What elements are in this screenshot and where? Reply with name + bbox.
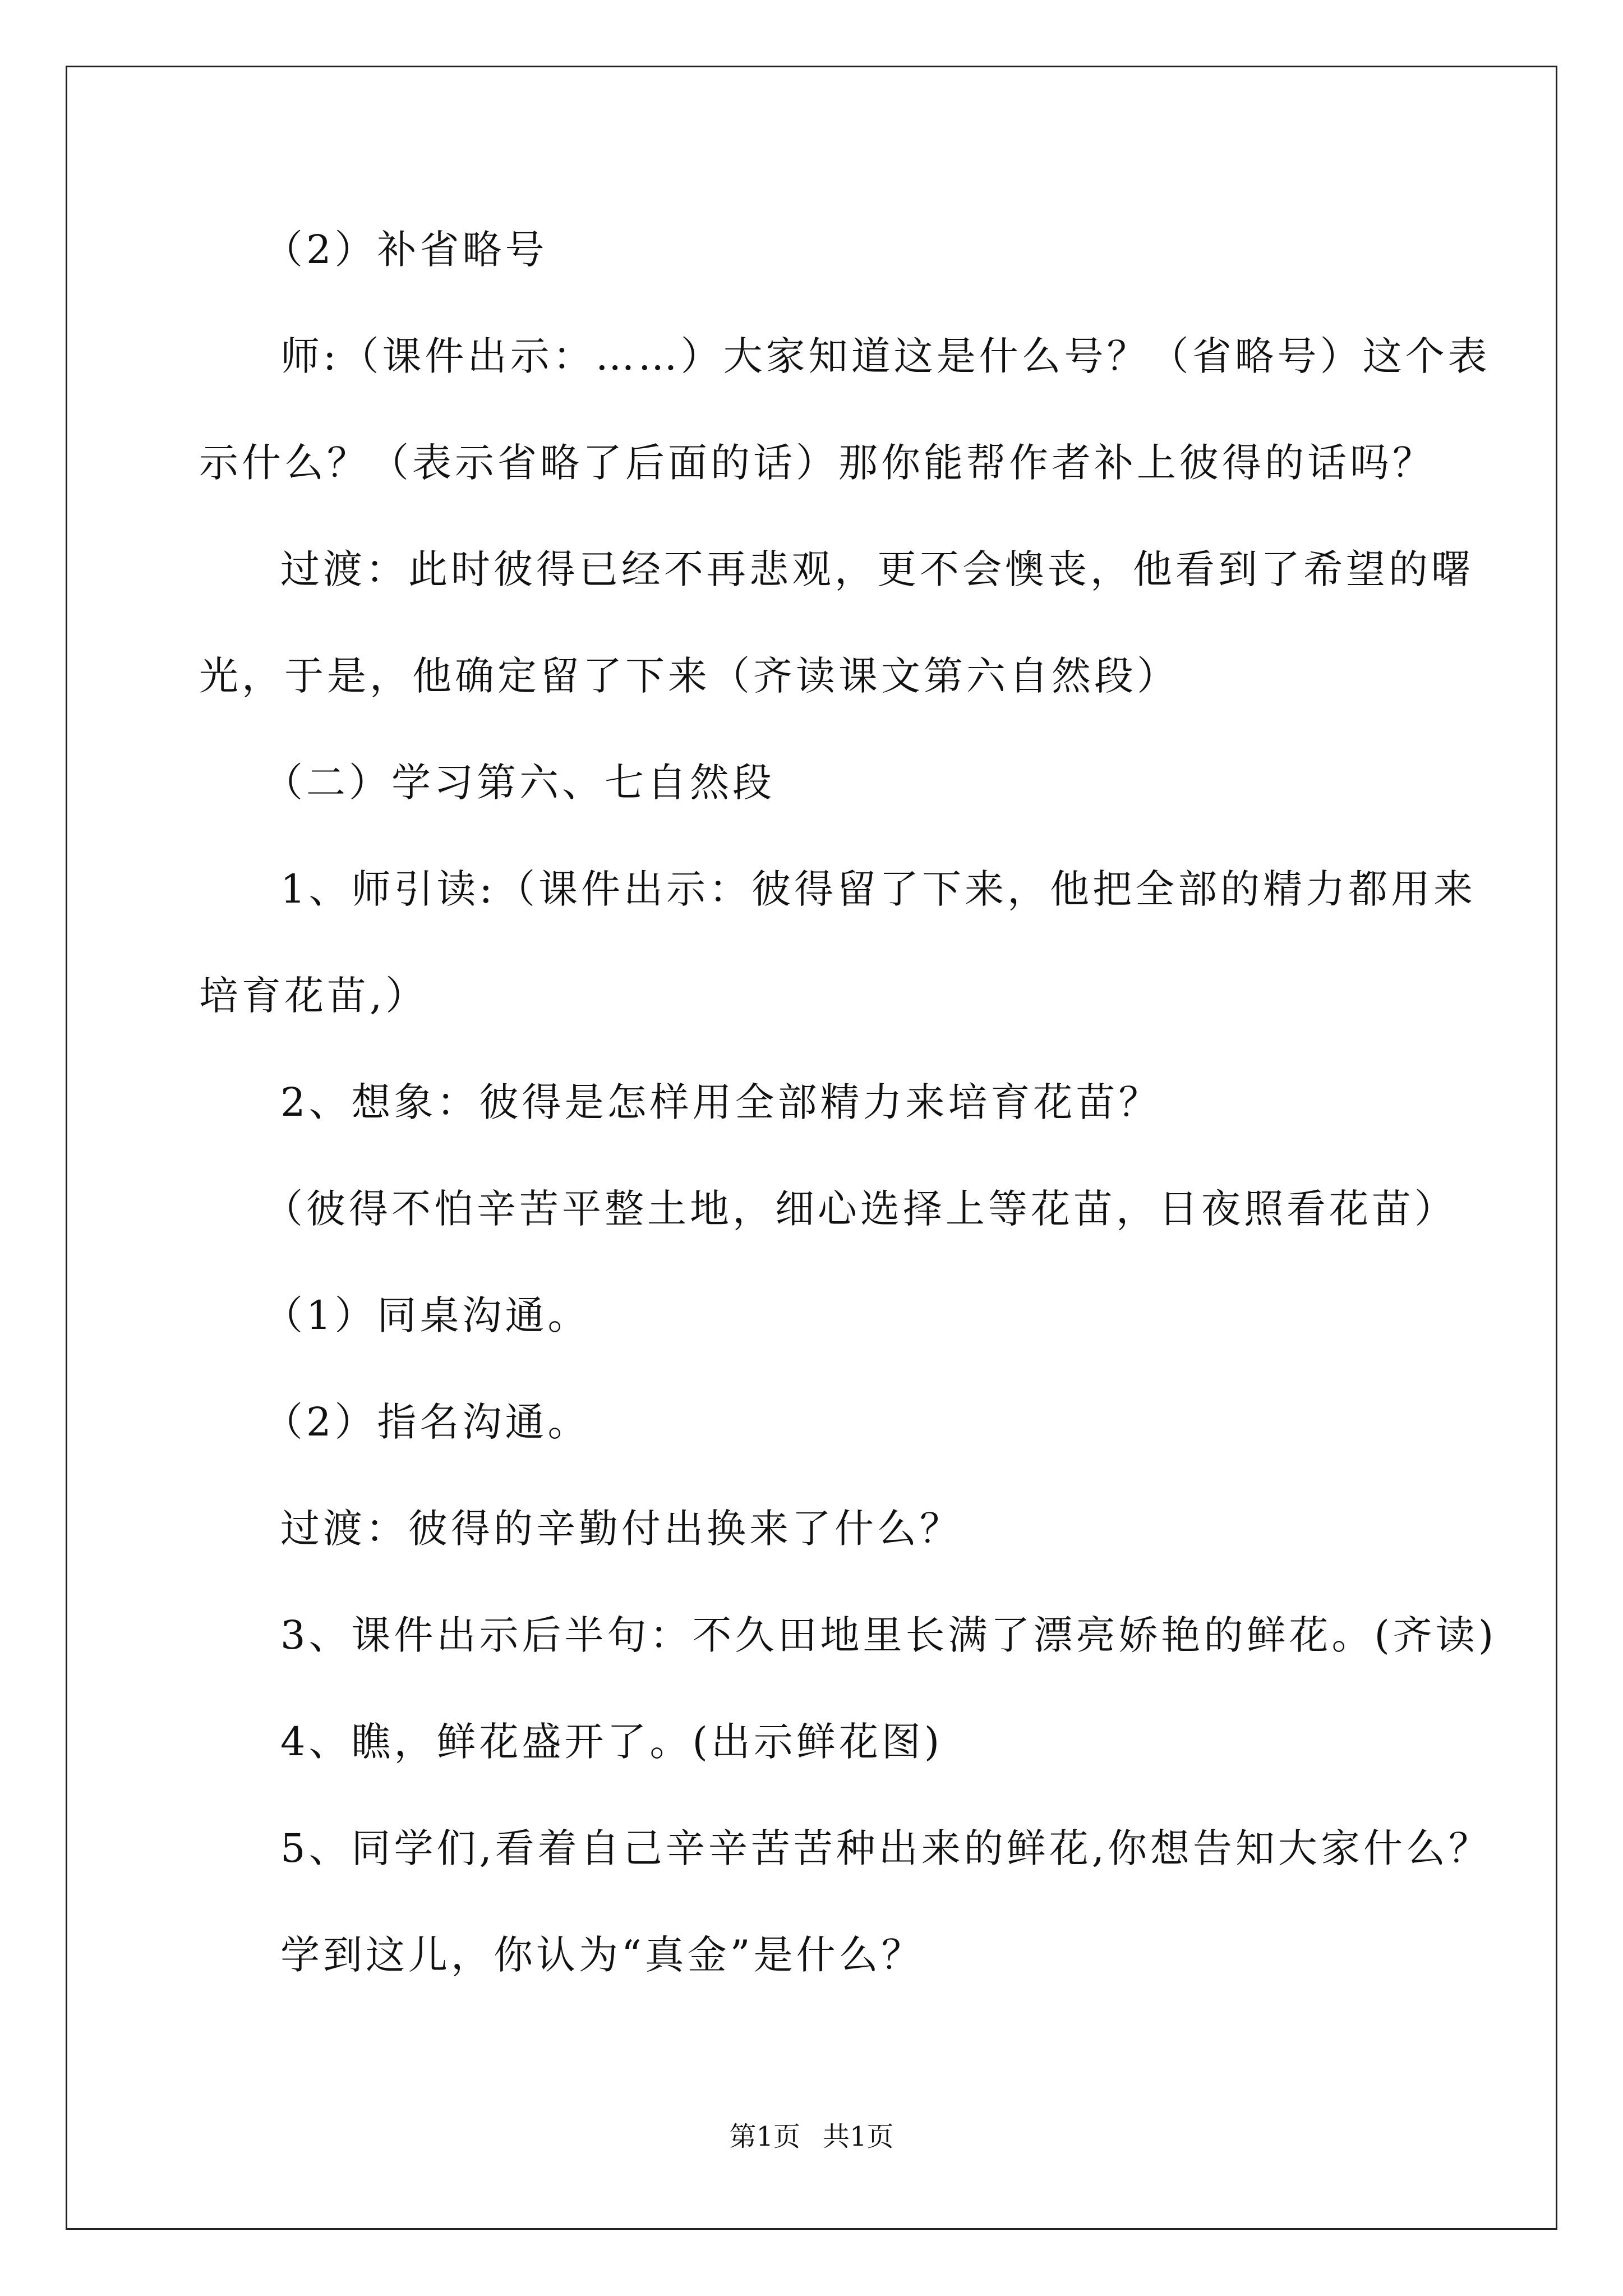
text-line-17: 学到这儿，你认为“真金”是什么？ xyxy=(280,1932,924,1978)
text-line-16: 5、同学们,看着自己辛辛苦苦种出来的鲜花,你想告知大家什么？ xyxy=(280,1825,1492,1871)
page-total: 共1页 xyxy=(823,2121,894,2152)
text-line-9: 2、想象：彼得是怎样用全部精力来培育花苗？ xyxy=(280,1079,1161,1125)
text-line-10: （彼得不怕辛苦平整土地，细心选择上等花苗，日夜照看花苗） xyxy=(264,1186,1457,1232)
text-line-12: （2）指名沟通。 xyxy=(264,1399,591,1445)
page-border xyxy=(66,66,1557,2230)
text-line-15: 4、瞧，鲜花盛开了。(出示鲜花图) xyxy=(280,1719,943,1765)
page-number: 第1页 xyxy=(729,2121,800,2152)
page-footer xyxy=(0,2123,1623,2150)
text-line-6: （二）学习第六、七自然段 xyxy=(264,760,775,806)
text-line-7: 1、师引读:（课件出示：彼得留了下来，他把全部的精力都用来 xyxy=(280,866,1477,912)
text-line-13: 过渡：彼得的辛勤付出换来了什么？ xyxy=(280,1506,962,1552)
text-line-8: 培育花苗,） xyxy=(199,973,428,1019)
text-line-4: 过渡：此时彼得已经不再悲观，更不会懊丧，他看到了希望的曙 xyxy=(280,546,1474,592)
text-line-14: 3、课件出示后半句：不久田地里长满了漂亮娇艳的鲜花。(齐读) xyxy=(280,1612,1497,1658)
text-line-11: （1）同桌沟通。 xyxy=(264,1292,591,1338)
text-line-5: 光，于是，他确定留了下来（齐读课文第六自然段） xyxy=(199,653,1179,699)
text-line-1: （2）补省略号 xyxy=(264,227,548,273)
text-line-2: 师:（课件出示：……）大家知道这是什么号？（省略号）这个表 xyxy=(280,333,1491,379)
text-line-3: 示什么？（表示省略了后面的话）那你能帮作者补上彼得的话吗？ xyxy=(199,440,1435,486)
